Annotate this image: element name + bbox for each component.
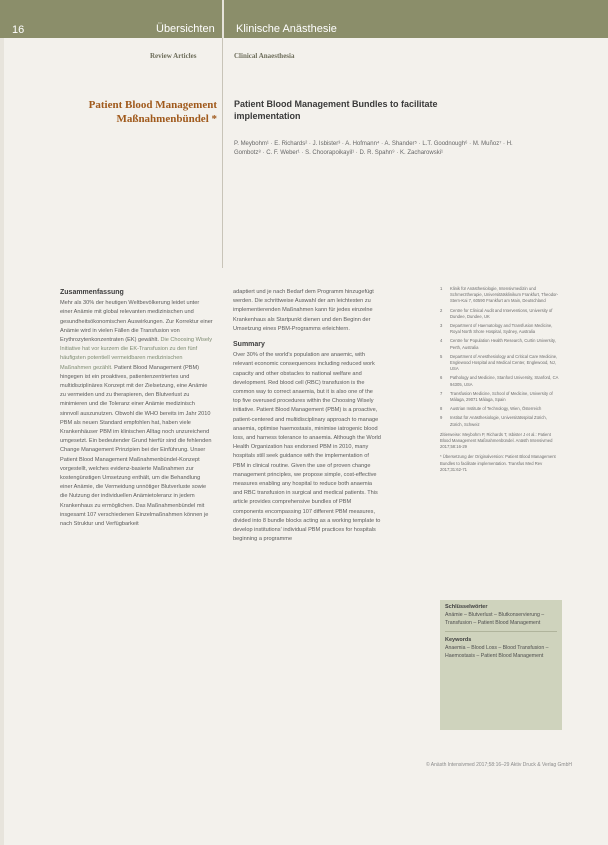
affiliation-text: Pathology and Medicine, Stanford University, Stanford, CA 94305, USA bbox=[450, 375, 559, 387]
affiliation-item bbox=[440, 415, 560, 427]
affiliation-text: Austrian Institute of Technology, Wien, Österreich bbox=[450, 406, 542, 412]
affiliation-number: 1 bbox=[440, 286, 443, 291]
keywords-english: Anaemia – Blood Loss – Blood Transfusion – Haemostasis – Patient Blood Management bbox=[445, 645, 549, 659]
section-title-right: Klinische Anästhesie bbox=[236, 23, 337, 35]
subsection-right: Clinical Anaesthesia bbox=[234, 52, 295, 60]
summary-heading: Summary bbox=[233, 341, 265, 349]
affiliation-text: Centre for Population Health Research, Curtin University, Perth, Australia bbox=[450, 338, 556, 350]
keywords-label-german: Schlüsselwörter bbox=[445, 604, 488, 610]
summary-text: Over 30% of the world's population are anaemic, with relevant economic consequences including reduced work capacity and other obstacles to national welfare and development. Red blood cell (RBC) transfusion is the common way to correct anaemia, but it is also one of the top five overused procedures within the Choosing Wisely initiative. Patient Blood Management (PBM) is a proactive, patient-centered and multidisciplinary approach to manage anaemia, optimise haemostasis, minimise iatrogenic blood loss, and harness tolerance to anaemia. Although the World Health Organization has endorsed PBM in 2010, many hospitals still seek guidance with the implementation of PBM in clinical routine. Given the use of proven change management principles, we propose simple, cost-effective measures enabling any hospital to reduce both anaemia and RBC transfusion in surgical and medical patients. This article provides comprehensive bundles of PBM components encompassing 107 different PBM measures, divided into 8 bundle blocks acting as a working template to develop institutions' individual PBM practices for hospitals beginning a programme bbox=[233, 352, 381, 543]
column-left bbox=[60, 288, 213, 529]
citation: Zitierweise: Meybohm P, Richards T, Isbister J et al.: Patient Blood Management Maßnahmenbündel. Anästh Intensivmed 2017;58:16-29 bbox=[440, 431, 553, 450]
choosing-wisely-sentence: Die Choosing Wisely Initiative hat vor kurzem die EK-Transfusion zu den fünf häufigsten potentiell vermeidbaren medizinischen Maßnahmen gezählt. bbox=[60, 337, 213, 371]
article-title-english: Patient Blood Management Bundles to facilitate implementation bbox=[234, 99, 438, 121]
affiliation-list bbox=[440, 286, 560, 428]
keywords-box bbox=[440, 600, 562, 730]
page-number: 16 bbox=[12, 24, 25, 36]
affiliation-item bbox=[440, 308, 560, 320]
affiliation-item bbox=[440, 338, 560, 350]
abstract-heading-german: Zusammenfassung bbox=[60, 289, 124, 296]
keywords-divider bbox=[445, 631, 557, 632]
author-list: P. Meybohm¹ · E. Richards² · J. Isbister³ · A. Hofmann⁴ · A. Shander⁵ · L.T. Goodnough⁶ · M. Muñoz⁷ · H. Gombotz⁸ · C. F. Weber¹ · S. Choorapoikayil¹ · D. R. Spahn⁹ · K. Zacharowski¹ bbox=[234, 141, 513, 156]
affiliation-text: Transfusion Medicine, School of Medicine, University of Málaga, 29071 Málaga, Spain bbox=[450, 390, 553, 403]
page-spine-shadow bbox=[0, 38, 4, 845]
affiliation-text: Department of Anesthesiology and Critical Care Medicine, Englewood Hospital and Medical Center, Englewood, NJ, USA bbox=[450, 353, 558, 372]
header-divider bbox=[222, 0, 224, 38]
abstract-german-part1: Mehr als 30% der heutigen Weltbevölkerung leidet unter einer Anämie mit global relevanten medizinischen und gesundheitsökonomischen Auswirkungen. Zur Korrektur einer Anämie wird in vielen Fällen die Transfusion von Erythrozytenkonzentraten (EK) gewählt. Die Choosing Wisely Initiative hat vor kurzem die EK-Transfusion zu den fünf häufigsten potentiell vermeidbaren medizinischen Maßnahmen gezählt. Patient Blood Management (PBM) hingegen ist ein proaktives, patientenzentriertes und multidisziplinäres Konzept mit der Zielsetzung, eine Anämie zu vermeiden und zu therapieren, den Blutverlust zu minimieren und die Toleranz einer Anämie medizinisch sinnvoll auszunutzen. Obwohl die WHO bereits im Jahr 2010 PBM als neuen Standard empfohlen hat, haben viele Krankenhäuser PBM im klinischen Alltag noch unzureichend umgesetzt. Ein bedeutender Grund hierfür sind die fehlenden Change Management Prinzipien bei der Einführung. Unser Patient Blood Management Maßnahmenbündel-Konzept vorgestellt, welches evidenz-basierte Maßnahmen zur kostengünstigen Umsetzung enthält, um die Behandlung einer Anämie, die Vermeidung unnötiger Blutverluste sowie die Nutzung der individuellen Anämietoleranz in jedem Krankenhaus zu ermöglichen. Das Maßnahmenbündel mit insgesamt 107 verschiedenen Einzelmaßnahmen können je nach Struktur und Verfügbarkeit bbox=[60, 300, 213, 528]
affiliation-number: 8 bbox=[440, 406, 443, 412]
affiliation-text: Institut für Anästhesiologie, Universitätsspital Zürich, Zürich, Schweiz bbox=[450, 415, 547, 427]
page-footer: © Anästh Intensivmed 2017;58:16–29 Aktiv Druck & Verlag GmbH bbox=[426, 762, 572, 768]
column-divider bbox=[222, 38, 223, 268]
translation-note: * Übersetzung der Originalversion: Patient Blood Management Bundles to facilitate implementation. Transfus Med Rev 2017;31:62-71 bbox=[440, 454, 556, 472]
affiliation-number: 2 bbox=[440, 307, 443, 313]
section-title-left: Übersichten bbox=[156, 23, 215, 35]
affiliation-number: 7 bbox=[440, 390, 443, 396]
affiliation-number: 4 bbox=[440, 338, 443, 344]
affiliation-text: Centre for Clinical Audit and Interventions, University of Dundee, Dundee, UK bbox=[450, 307, 553, 319]
affiliation-item bbox=[440, 286, 560, 305]
affiliation-item bbox=[440, 323, 560, 335]
header-band bbox=[0, 0, 608, 38]
affiliation-number: 9 bbox=[440, 415, 443, 421]
affiliation-text: Klinik für Anästhesiologie, Intensivmedizin und Schmerztherapie, Universitätsklinikum Frankfurt, Theodor-Stern-Kai 7, 60590 Frankfurt am Main, Deutschland bbox=[450, 286, 559, 304]
affiliation-item bbox=[440, 406, 560, 412]
affiliation-item bbox=[440, 375, 560, 387]
subsection-left: Review Articles bbox=[150, 52, 197, 60]
affiliation-item bbox=[440, 391, 560, 403]
affiliation-number: 5 bbox=[440, 353, 443, 359]
abstract-german-end: adaptiert und je nach Bedarf dem Programm hinzugefügt werden. Die schrittweise Auswahl der am leichtesten zu implementierenden Maßnahmen kann für jedes einzelne Krankenhaus als Startpunkt dienen und den Beginn der Umsetzung eines PBM-Programms erleichtern. bbox=[233, 289, 374, 332]
affiliation-item bbox=[440, 354, 560, 373]
affiliations-column bbox=[440, 286, 560, 473]
article-title-german: Patient Blood Management Maßnahmenbündel * bbox=[88, 99, 217, 125]
affiliation-number: 3 bbox=[440, 323, 443, 329]
keywords-label-english: Keywords bbox=[445, 637, 472, 643]
column-middle bbox=[233, 288, 381, 544]
keywords-german: Anämie – Blutverlust – Blutkonservierung – Transfusion – Patient Blood Management bbox=[445, 612, 545, 626]
affiliation-number: 6 bbox=[440, 375, 443, 381]
affiliation-text: Department of Haematology and Transfusion Medicine, Royal North Shore Hospital, Sydney, Australia bbox=[450, 323, 553, 335]
